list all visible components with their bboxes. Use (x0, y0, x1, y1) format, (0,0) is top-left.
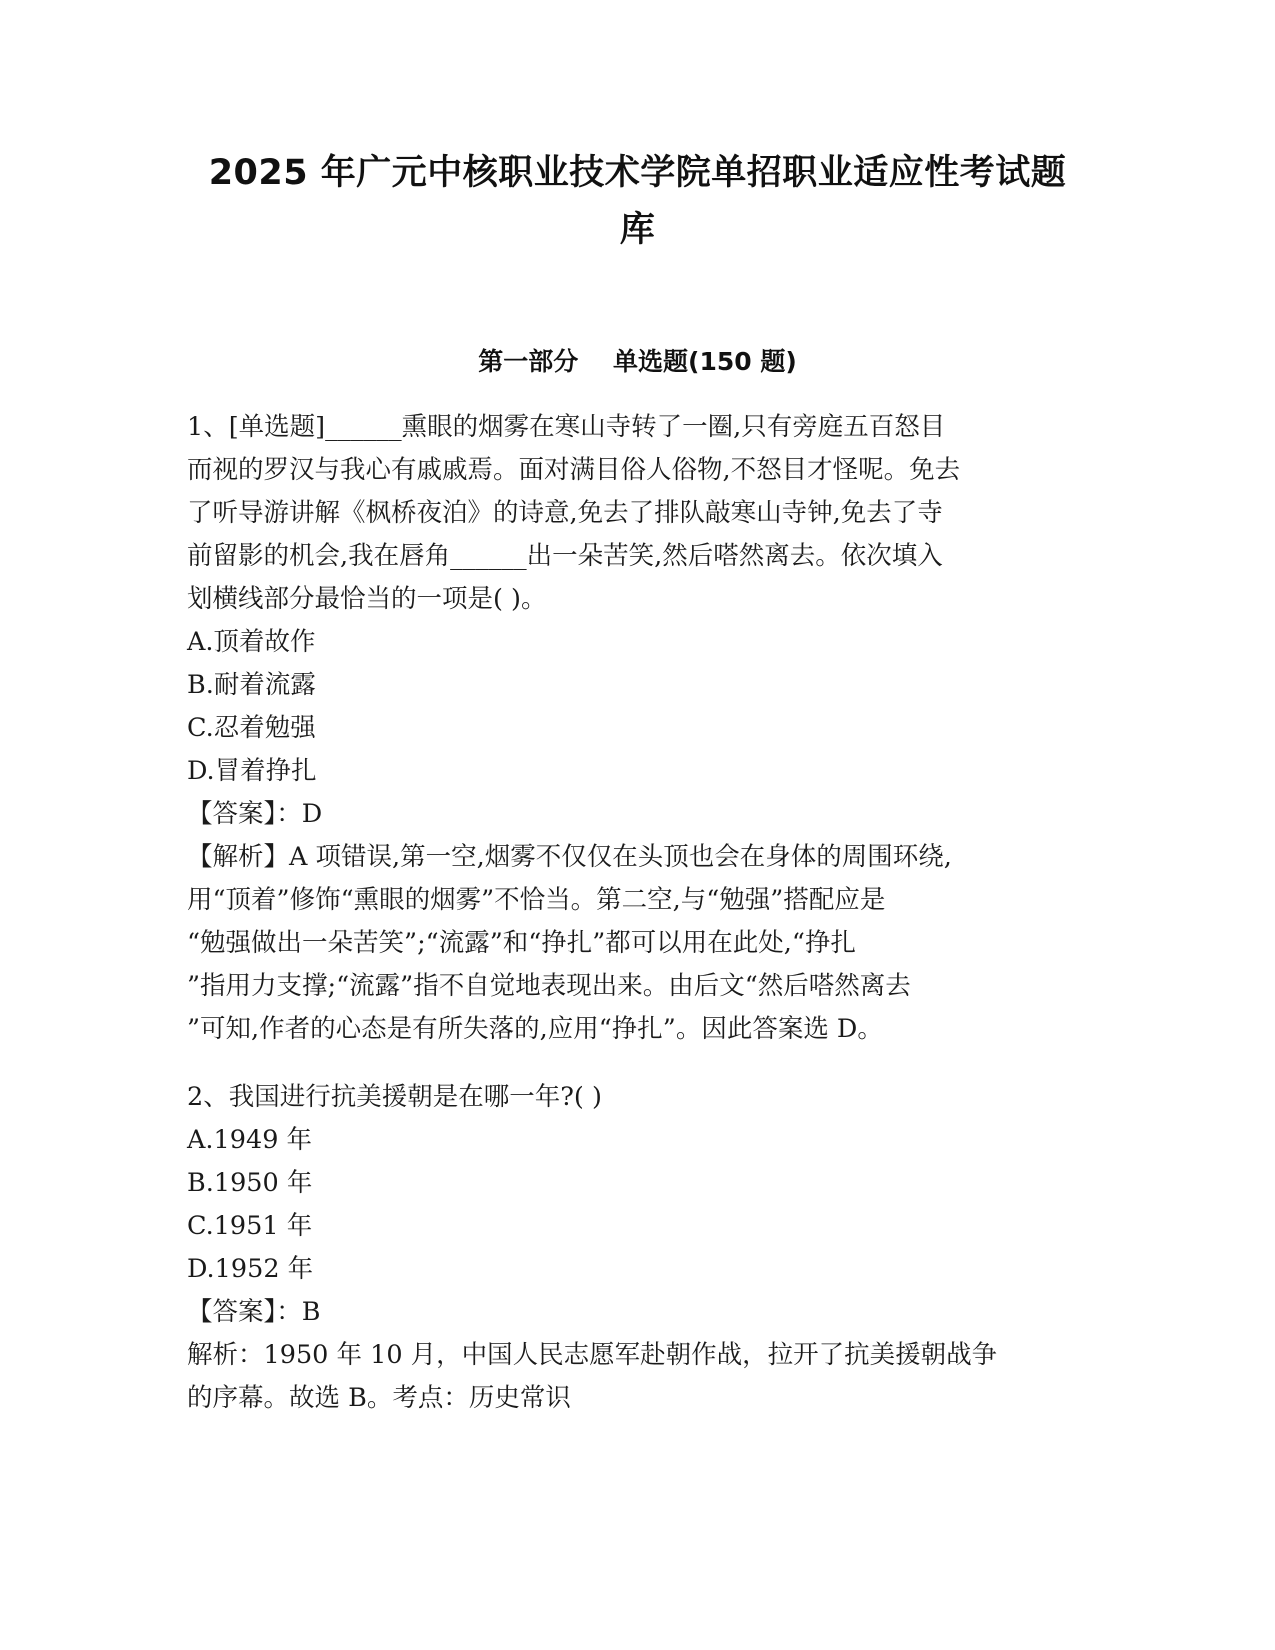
answer-line: 【答案】：B (187, 1297, 321, 1327)
section-heading: 第一部分 单选题(150 题) (478, 347, 797, 376)
option-c: C.1951 年 (187, 1211, 313, 1241)
option-a: A.顶着故作 (187, 627, 316, 657)
question-stem-line: 而视的罗汉与我心有戚戚焉。面对满目俗人俗物,不怒目才怪呢。免去 (187, 455, 961, 485)
option-b: B.耐着流露 (187, 670, 316, 700)
option-a: A.1949 年 (187, 1125, 313, 1155)
analysis-line: 用“顶着”修饰“熏眼的烟雾”不恰当。第二空,与“勉强”搭配应是 (187, 885, 886, 915)
question-2 (187, 1076, 1087, 1420)
option-d: D.冒着挣扎 (187, 756, 317, 786)
document-title (150, 145, 1125, 259)
option-d: D.1952 年 (187, 1254, 314, 1284)
analysis-line: 的序幕。故选 B。考点：历史常识 (187, 1383, 571, 1413)
question-1 (187, 406, 1087, 1051)
question-stem-line: 前留影的机会,我在唇角______出一朵苦笑,然后嗒然离去。依次填入 (187, 541, 943, 571)
option-c: C.忍着勉强 (187, 713, 316, 743)
analysis-line: “勉强做出一朵苦笑”;“流露”和“挣扎”都可以用在此处,“挣扎 (187, 928, 856, 958)
question-stem-line: 1、[单选题]______熏眼的烟雾在寒山寺转了一圈,只有旁庭五百怒目 (187, 412, 946, 442)
question-stem-line: 2、我国进行抗美援朝是在哪一年?( ) (187, 1082, 602, 1112)
title-line-1: 2025 年广元中核职业技术学院单招职业适应性考试题 (208, 153, 1067, 193)
answer-line: 【答案】：D (187, 799, 323, 829)
analysis-line: ”可知,作者的心态是有所失落的,应用“挣扎”。因此答案选 D。 (187, 1014, 883, 1044)
option-b: B.1950 年 (187, 1168, 313, 1198)
analysis-line: 【解析】A 项错误,第一空,烟雾不仅仅在头顶也会在身体的周围环绕, (187, 842, 952, 872)
analysis-line: ”指用力支撑;“流露”指不自觉地表现出来。由后文“然后嗒然离去 (187, 971, 911, 1001)
question-stem-line: 划横线部分最恰当的一项是( )。 (187, 584, 547, 614)
title-line-2: 库 (619, 210, 656, 250)
analysis-line: 解析：1950 年 10 月，中国人民志愿军赴朝作战，拉开了抗美援朝战争 (187, 1340, 998, 1370)
question-stem-line: 了听导游讲解《枫桥夜泊》的诗意,免去了排队敲寒山寺钟,免去了寺 (187, 498, 943, 528)
